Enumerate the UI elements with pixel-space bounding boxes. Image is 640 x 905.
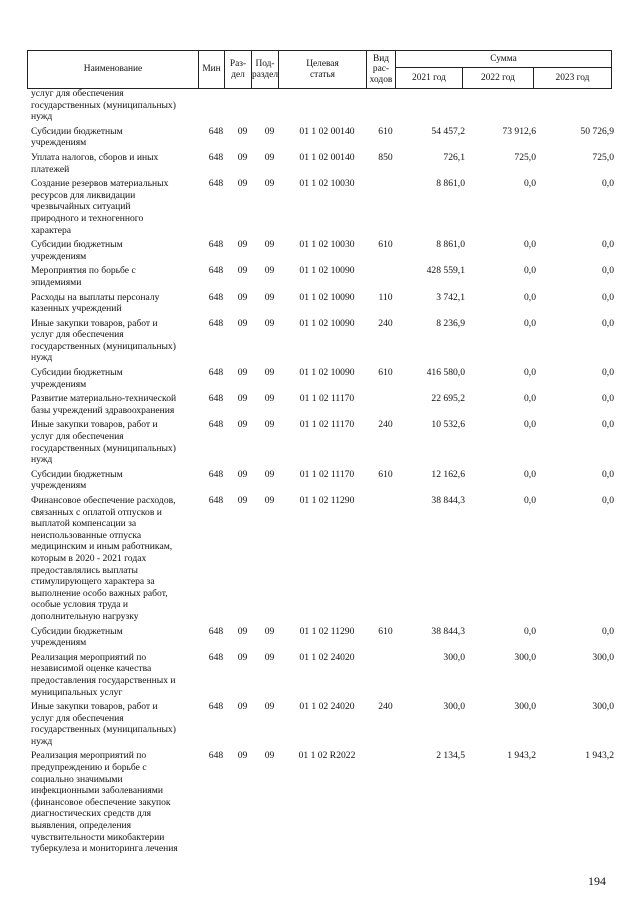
cell-name-line: стимулирующего характера за (31, 576, 155, 588)
cell-razdel: 09 (237, 367, 248, 379)
cell-name-line: медицинским и иным работникам, (31, 541, 173, 553)
cell-name-line: выполнение особо важных работ, (31, 587, 168, 599)
cell-ministry: 648 (208, 625, 224, 637)
header-podrazdel-line: раздел (252, 69, 278, 80)
cell-expense-type: 610 (378, 625, 393, 637)
cell-name-line: услуг для обеспечения (31, 329, 124, 341)
cell-target-article (283, 88, 371, 126)
cell-target-article: 01 1 02 11170 (299, 468, 355, 480)
cell-sum-2022: 1 943,2 (507, 750, 536, 762)
cell-name-line: Реализация мероприятий по (31, 651, 147, 663)
header-name: Наименование (28, 51, 199, 89)
cell-podrazdel: 09 (264, 265, 275, 277)
cell-name-line: учреждениям (31, 480, 87, 492)
cell-sum-2022: 73 912,6 (502, 125, 536, 137)
header-vid-line: рас- (372, 64, 390, 75)
cell-podrazdel: 09 (264, 495, 275, 506)
cell-sum-2021: 10 532,6 (431, 419, 465, 431)
cell-podrazdel: 09 (264, 419, 275, 431)
cell-sum-2022: 0,0 (524, 419, 536, 431)
cell-target-article: 01 1 02 11290 (299, 495, 355, 506)
cell-sum-2023 (538, 88, 616, 126)
cell-name (27, 626, 203, 652)
cell-target-article: 01 1 02 11170 (299, 393, 355, 405)
cell-name-line: Субсидии бюджетным (31, 367, 123, 379)
cell-name-line: связанных с оплатой отпусков и (31, 506, 162, 518)
cell-sum-2023: 0,0 (602, 495, 614, 506)
cell-razdel: 09 (237, 625, 248, 637)
cell-sum-2021: 8 861,0 (436, 239, 465, 251)
cell-name-line: нужд (31, 111, 53, 123)
cell-name-line: учреждениям (31, 637, 87, 649)
cell-ministry: 648 (208, 151, 224, 163)
table-row (27, 419, 616, 468)
cell-target-article: 01 1 02 24020 (299, 651, 355, 663)
cell-razdel: 09 (237, 265, 248, 277)
cell-target-article: 01 1 02 00140 (299, 151, 355, 163)
cell-sum-2022: 0,0 (524, 468, 536, 480)
cell-sum-2022: 0,0 (524, 495, 536, 506)
cell-target-article: 01 1 02 11170 (299, 419, 355, 431)
cell-podrazdel: 09 (264, 651, 275, 663)
cell-razdel: 09 (237, 750, 248, 762)
cell-name (27, 318, 203, 367)
cell-name-line: инфекционными заболеваниями (31, 785, 163, 797)
cell-sum-2023: 0,0 (602, 291, 614, 303)
cell-expense-type (371, 495, 400, 626)
cell-name-line: предоставления государственных и (31, 674, 176, 686)
cell-name-line: выявления, определения (31, 820, 132, 832)
header-year-2023: 2023 год (534, 68, 612, 89)
cell-razdel (229, 88, 256, 126)
cell-ministry: 648 (208, 651, 224, 663)
cell-ministry: 648 (208, 393, 224, 405)
cell-name-line: предоставлялись выплаты (31, 564, 138, 576)
header-podrazdel (252, 51, 279, 89)
cell-target-article: 01 1 02 10090 (299, 291, 355, 303)
cell-sum-2021: 300,0 (443, 651, 465, 663)
cell-name-line: Иные закупки товаров, работ и (31, 419, 158, 431)
cell-name-line: учреждениям (31, 137, 87, 149)
table-row (27, 701, 616, 750)
cell-sum-2022: 0,0 (524, 367, 536, 379)
cell-razdel: 09 (237, 495, 248, 506)
cell-sum-2023: 0,0 (602, 419, 614, 431)
cell-podrazdel: 09 (264, 393, 275, 405)
cell-name (27, 239, 203, 265)
header-min: Мин (199, 51, 225, 89)
cell-name-line: характера (31, 224, 72, 236)
cell-name-line: особые условия труда и (31, 599, 129, 611)
cell-name-line: чувствительности микобактерии (31, 831, 165, 843)
cell-sum-2023: 0,0 (602, 393, 614, 405)
cell-name-line: платежей (31, 163, 70, 175)
cell-sum-2023: 0,0 (602, 265, 614, 277)
table-row (27, 367, 616, 393)
cell-razdel: 09 (237, 125, 248, 137)
table-row (27, 626, 616, 652)
cell-ministry: 648 (208, 239, 224, 251)
table-row (27, 393, 616, 419)
table-row (27, 495, 616, 626)
cell-sum-2021: 22 695,2 (431, 393, 465, 405)
cell-name-line: социально значимыми (31, 773, 123, 785)
cell-razdel: 09 (237, 178, 248, 190)
cell-sum-2021: 726,1 (443, 151, 465, 163)
cell-name (27, 265, 203, 291)
table-row (27, 652, 616, 701)
cell-name-line: Развитие материально-технической (31, 393, 177, 405)
cell-sum-2021: 3 742,1 (436, 291, 465, 303)
cell-sum-2022: 0,0 (524, 625, 536, 637)
cell-razdel: 09 (237, 239, 248, 251)
cell-name (27, 750, 203, 857)
header-sum: Сумма (396, 51, 612, 68)
cell-sum-2022 (467, 88, 538, 126)
cell-ministry: 648 (208, 701, 224, 713)
header-razdel-line: дел (231, 69, 245, 80)
cell-name-line: услуг для обеспечения (31, 712, 124, 724)
cell-name (27, 419, 203, 468)
cell-name (27, 701, 203, 750)
cell-sum-2023: 300,0 (592, 651, 614, 663)
cell-expense-type: 610 (378, 468, 393, 480)
cell-expense-type (371, 265, 400, 291)
cell-name-line: Субсидии бюджетным (31, 468, 123, 480)
cell-target-article: 01 1 02 00140 (299, 125, 355, 137)
cell-expense-type: 610 (378, 367, 393, 379)
table-row (27, 126, 616, 152)
cell-podrazdel: 09 (264, 317, 275, 329)
cell-podrazdel: 09 (264, 291, 275, 303)
cell-name-line: государственных (муниципальных) (31, 340, 176, 352)
cell-podrazdel: 09 (264, 151, 275, 163)
cell-ministry: 648 (208, 419, 224, 431)
cell-sum-2023: 300,0 (592, 701, 614, 713)
cell-name-line: Субсидии бюджетным (31, 239, 123, 251)
cell-name-line: Создание резервов материальных (31, 178, 169, 190)
cell-sum-2022: 300,0 (514, 701, 536, 713)
header-target-line: Целевая (306, 59, 339, 69)
cell-expense-type (371, 393, 400, 419)
cell-target-article: 01 1 02 R2022 (298, 750, 356, 762)
cell-expense-type (371, 652, 400, 701)
cell-name-line: нужд (31, 454, 53, 466)
cell-name (27, 469, 203, 495)
cell-razdel: 09 (237, 701, 248, 713)
cell-name-line: услуг для обеспечения (31, 431, 124, 443)
header-vid (367, 51, 396, 89)
cell-razdel: 09 (237, 151, 248, 163)
cell-sum-2022: 0,0 (524, 239, 536, 251)
cell-name (27, 495, 203, 626)
cell-name-line: нужд (31, 352, 53, 364)
cell-sum-2021: 12 162,6 (431, 468, 465, 480)
table-row (27, 469, 616, 495)
cell-name-line: ресурсов для ликвидации (31, 189, 136, 201)
cell-ministry: 648 (208, 468, 224, 480)
cell-expense-type: 240 (378, 317, 393, 329)
cell-sum-2021: 428 559,1 (426, 265, 465, 277)
cell-name-line: Субсидии бюджетным (31, 625, 123, 637)
cell-target-article: 01 1 02 11290 (299, 625, 355, 637)
cell-sum-2023: 0,0 (602, 625, 614, 637)
cell-name-line: Расходы на выплаты персоналу (31, 291, 160, 303)
cell-sum-2023: 0,0 (602, 317, 614, 329)
cell-podrazdel: 09 (264, 625, 275, 637)
cell-sum-2022: 0,0 (524, 178, 536, 190)
cell-razdel: 09 (237, 468, 248, 480)
cell-sum-2021: 54 457,2 (431, 125, 465, 137)
cell-podrazdel: 09 (264, 468, 275, 480)
header-podrazdel-line: Под- (255, 59, 275, 69)
cell-sum-2022: 300,0 (514, 651, 536, 663)
cell-target-article: 01 1 02 10090 (299, 265, 355, 277)
cell-sum-2022: 0,0 (524, 291, 536, 303)
table-row (27, 750, 616, 857)
cell-ministry: 648 (208, 125, 224, 137)
cell-podrazdel: 09 (264, 178, 275, 190)
cell-ministry: 648 (208, 265, 224, 277)
cell-podrazdel: 09 (264, 701, 275, 713)
cell-sum-2022: 0,0 (524, 317, 536, 329)
cell-sum-2023: 725,0 (592, 151, 614, 163)
table-row (27, 88, 616, 126)
cell-name-line: (финансовое обеспечение закупок (31, 796, 171, 808)
header-target (279, 51, 367, 89)
cell-name-line: Мероприятия по борьбе с (31, 265, 136, 277)
cell-expense-type (371, 88, 400, 126)
table-row (27, 292, 616, 318)
table-row (27, 152, 616, 178)
table-row (27, 239, 616, 265)
cell-razdel: 09 (237, 419, 248, 431)
cell-ministry: 648 (208, 291, 224, 303)
cell-name-line: нужд (31, 735, 53, 747)
cell-sum-2022: 0,0 (524, 265, 536, 277)
cell-expense-type: 240 (378, 701, 393, 713)
cell-target-article: 01 1 02 24020 (299, 701, 355, 713)
cell-name-line: независимой оценке качества (31, 663, 152, 675)
cell-name-line: муниципальных услуг (31, 686, 123, 698)
cell-name-line: учреждениям (31, 378, 87, 390)
table-header (27, 50, 612, 89)
cell-name-line: Реализация мероприятий по (31, 750, 147, 762)
cell-podrazdel (256, 88, 283, 126)
cell-sum-2021: 300,0 (443, 701, 465, 713)
cell-ministry: 648 (208, 495, 224, 506)
cell-name-line: неиспользованные отпуска (31, 529, 142, 541)
cell-target-article: 01 1 02 10030 (299, 239, 355, 251)
header-year-2022: 2022 год (463, 68, 534, 89)
header-razdel (225, 51, 252, 89)
header-razdel-line: Раз- (229, 59, 247, 69)
cell-name-line: природного и техногенного (31, 212, 144, 224)
cell-name (27, 152, 203, 178)
header-vid-line: ходов (369, 74, 393, 85)
cell-name-line: Уплата налогов, сборов и иных (31, 151, 159, 163)
cell-name (27, 88, 203, 126)
header-year-2021: 2021 год (396, 68, 463, 89)
header-target-line: статья (310, 69, 335, 80)
cell-name-line: Субсидии бюджетным (31, 125, 123, 137)
cell-expense-type (371, 750, 400, 857)
cell-expense-type: 610 (378, 125, 393, 137)
cell-name-line: эпидемиями (31, 276, 82, 288)
cell-target-article: 01 1 02 10090 (299, 367, 355, 379)
cell-name-line: государственных (муниципальных) (31, 724, 176, 736)
cell-name-line: Финансовое обеспечение расходов, (31, 495, 176, 506)
cell-sum-2022: 0,0 (524, 393, 536, 405)
cell-name-line: Иные закупки товаров, работ и (31, 317, 158, 329)
cell-podrazdel: 09 (264, 239, 275, 251)
cell-ministry: 648 (208, 367, 224, 379)
cell-sum-2023: 0,0 (602, 178, 614, 190)
cell-razdel: 09 (237, 393, 248, 405)
cell-name-line: государственных (муниципальных) (31, 442, 176, 454)
header-vid-line: Вид (372, 53, 390, 64)
cell-sum-2021 (400, 88, 467, 126)
cell-sum-2021: 38 844,3 (431, 625, 465, 637)
cell-sum-2023: 1 943,2 (585, 750, 614, 762)
cell-name (27, 393, 203, 419)
cell-razdel: 09 (237, 317, 248, 329)
page-number: 194 (588, 874, 606, 888)
cell-name (27, 367, 203, 393)
cell-expense-type: 610 (378, 239, 393, 251)
cell-name-line: Иные закупки товаров, работ и (31, 701, 158, 713)
cell-target-article: 01 1 02 10090 (299, 317, 355, 329)
cell-name-line: выплатой компенсации за (31, 518, 137, 530)
cell-target-article: 01 1 02 10030 (299, 178, 355, 190)
cell-expense-type: 110 (378, 291, 393, 303)
cell-name-line: казенных учреждений (31, 303, 122, 315)
cell-ministry: 648 (208, 317, 224, 329)
cell-sum-2021: 8 236,9 (436, 317, 465, 329)
cell-expense-type: 240 (378, 419, 393, 431)
cell-name-line: государственных (муниципальных) (31, 99, 176, 111)
cell-sum-2023: 50 726,9 (580, 125, 614, 137)
cell-name-line: чрезвычайных ситуаций (31, 201, 131, 213)
cell-podrazdel: 09 (264, 750, 275, 762)
cell-name-line: туберкулеза и мониторинга лечения (31, 843, 178, 855)
cell-ministry: 648 (208, 750, 224, 762)
cell-name-line: базы учреждений здравоохранения (31, 404, 175, 416)
cell-name (27, 652, 203, 701)
cell-name-line: диагностических средств для (31, 808, 152, 820)
cell-expense-type: 850 (378, 151, 393, 163)
table-row (27, 318, 616, 367)
cell-ministry (203, 88, 229, 126)
cell-name-line: которым в 2020 - 2021 годах (31, 552, 147, 564)
cell-razdel: 09 (237, 651, 248, 663)
cell-name-line: дополнительную нагрузку (31, 610, 139, 622)
cell-razdel: 09 (237, 291, 248, 303)
budget-table (27, 88, 616, 858)
cell-sum-2023: 0,0 (602, 468, 614, 480)
cell-name (27, 292, 203, 318)
cell-sum-2021: 8 861,0 (436, 178, 465, 190)
cell-name (27, 178, 203, 239)
cell-sum-2023: 0,0 (602, 239, 614, 251)
table-row (27, 178, 616, 239)
cell-sum-2022: 725,0 (514, 151, 536, 163)
cell-podrazdel: 09 (264, 367, 275, 379)
table-row (27, 265, 616, 291)
cell-name (27, 126, 203, 152)
cell-name-line: учреждениям (31, 250, 87, 262)
cell-podrazdel: 09 (264, 125, 275, 137)
cell-name-line: предупреждению и борьбе с (31, 762, 147, 774)
cell-expense-type (371, 178, 400, 239)
cell-sum-2021: 38 844,3 (431, 495, 465, 506)
cell-sum-2021: 2 134,5 (436, 750, 465, 762)
cell-name-line: услуг для обеспечения (31, 88, 124, 99)
cell-ministry: 648 (208, 178, 224, 190)
cell-sum-2023: 0,0 (602, 367, 614, 379)
cell-sum-2021: 416 580,0 (426, 367, 465, 379)
